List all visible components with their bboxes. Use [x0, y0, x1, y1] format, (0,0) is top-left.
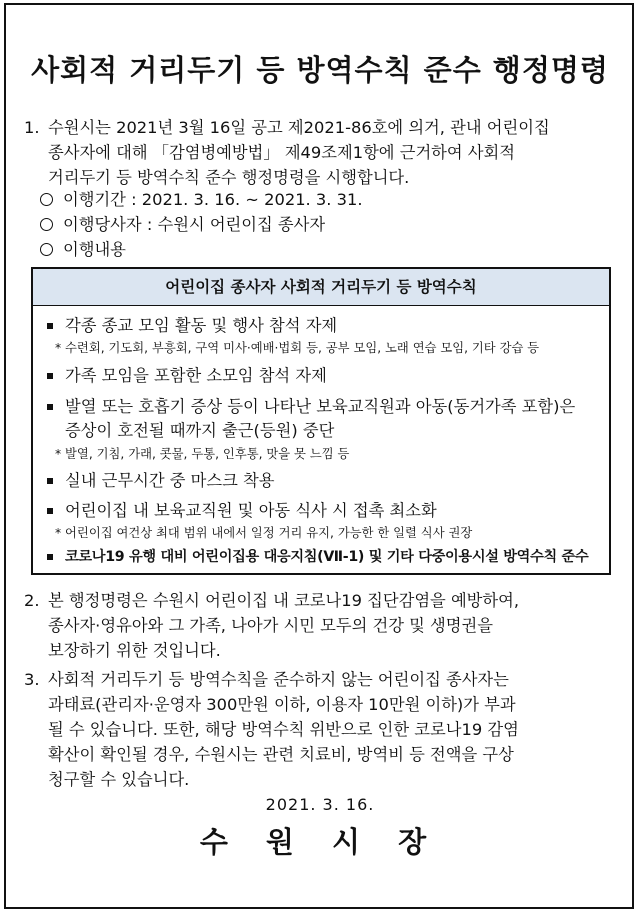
rule-subnote: * 발열, 기침, 가래, 콧물, 두통, 인후통, 맛을 못 느낌 등 — [55, 447, 350, 461]
rule-item — [47, 364, 603, 388]
square-bullet-icon — [47, 373, 53, 379]
square-bullet-icon — [47, 478, 53, 484]
rule-text: 가족 모임을 포함한 소모임 참석 자제 — [65, 366, 327, 385]
square-bullet-icon — [47, 404, 53, 410]
rule-text: 각종 종교 모임 활동 및 행사 참석 자제 — [65, 316, 338, 335]
section-3-line: 사회적 거리두기 등 방역수칙을 준수하지 않는 어린이집 종사자는 — [48, 670, 509, 689]
rule-text: 어린이집 내 보육교직원 및 아동 식사 시 접촉 최소화 — [65, 501, 437, 520]
section-3 — [24, 667, 616, 792]
section-1-line: 수원시는 2021년 3월 16일 공고 제2021-86호에 의거, 관내 어린이집 — [48, 118, 550, 137]
section-3-line: 될 수 있습니다. 또한, 해당 방역수칙 위반으로 인한 코로나19 감염 — [48, 720, 519, 739]
period-text: 이행기간 : 2021. 3. 16. ~ 2021. 3. 31. — [63, 190, 363, 209]
section-3-number: 3. — [24, 670, 40, 689]
section-2 — [24, 588, 616, 663]
rule-subnote: * 수련회, 기도회, 부흥회, 구역 미사·예배·법회 등, 공부 모임, 노래 연습 모임, 기타 강습 등 — [55, 341, 540, 355]
circle-bullet-icon — [40, 218, 53, 231]
section-2-line: 본 행정명령은 수원시 어린이집 내 코로나19 집단감염을 예방하여, — [48, 591, 520, 610]
content-text: 이행내용 — [63, 240, 126, 259]
rule-item — [47, 314, 603, 338]
rule-text: 발열 또는 호흡기 증상 등이 나타난 보육교직원과 아동(동거가족 포함)은 — [65, 397, 576, 416]
rule-item — [47, 469, 603, 493]
rules-box — [31, 267, 611, 575]
rule-item — [47, 545, 603, 569]
section-1-line: 거리두기 등 방역수칙 준수 행정명령을 시행합니다. — [48, 168, 410, 187]
section-3-line: 과태료(관리자·운영자 300만원 이하, 이용자 10만원 이하)가 부과 — [48, 695, 516, 714]
section-1-line: 종사자에 대해 「감염병예방법」 제49조제1항에 근거하여 사회적 — [48, 143, 515, 162]
rule-text: 코로나19 유행 대비 어린이집용 대응지침(Ⅶ-1) 및 기타 다중이용시설 방역수칙 준수 — [65, 549, 589, 565]
rule-text: 증상이 호전될 때까지 출근(등원) 중단 — [65, 421, 335, 440]
target-text: 이행당사자 : 수원시 어린이집 종사자 — [63, 215, 326, 234]
rule-item — [47, 499, 603, 523]
signature-mayor: 수 원 시 장 — [199, 825, 441, 859]
content-line — [40, 238, 126, 262]
section-1-number: 1. — [24, 118, 40, 137]
section-3-line: 확산이 확인될 경우, 수원시는 관련 치료비, 방역비 등 전액을 구상 — [48, 745, 514, 764]
rule-text: 실내 근무시간 중 마스크 착용 — [65, 471, 275, 490]
section-3-line: 청구할 수 있습니다. — [48, 770, 190, 789]
section-2-number: 2. — [24, 591, 40, 610]
target-line — [40, 213, 325, 237]
circle-bullet-icon — [40, 193, 53, 206]
square-bullet-icon — [47, 554, 53, 560]
section-1 — [24, 115, 616, 190]
section-2-line: 보장하기 위한 것입니다. — [48, 641, 221, 660]
square-bullet-icon — [47, 508, 53, 514]
section-2-line: 종사자·영유아와 그 가족, 나아가 시민 모두의 건강 및 생명권을 — [48, 616, 493, 635]
issue-date: 2021. 3. 16. — [265, 795, 375, 814]
rules-box-header: 어린이집 종사자 사회적 거리두기 등 방역수칙 — [33, 269, 609, 306]
document-title: 사회적 거리두기 등 방역수칙 준수 행정명령 — [31, 53, 609, 87]
square-bullet-icon — [47, 323, 53, 329]
rule-subnote: * 어린이집 여건상 최대 범위 내에서 일정 거리 유지, 가능한 한 일렬 식사 권장 — [55, 526, 473, 540]
rule-item — [47, 395, 603, 443]
period-line — [40, 188, 363, 212]
circle-bullet-icon — [40, 243, 53, 256]
